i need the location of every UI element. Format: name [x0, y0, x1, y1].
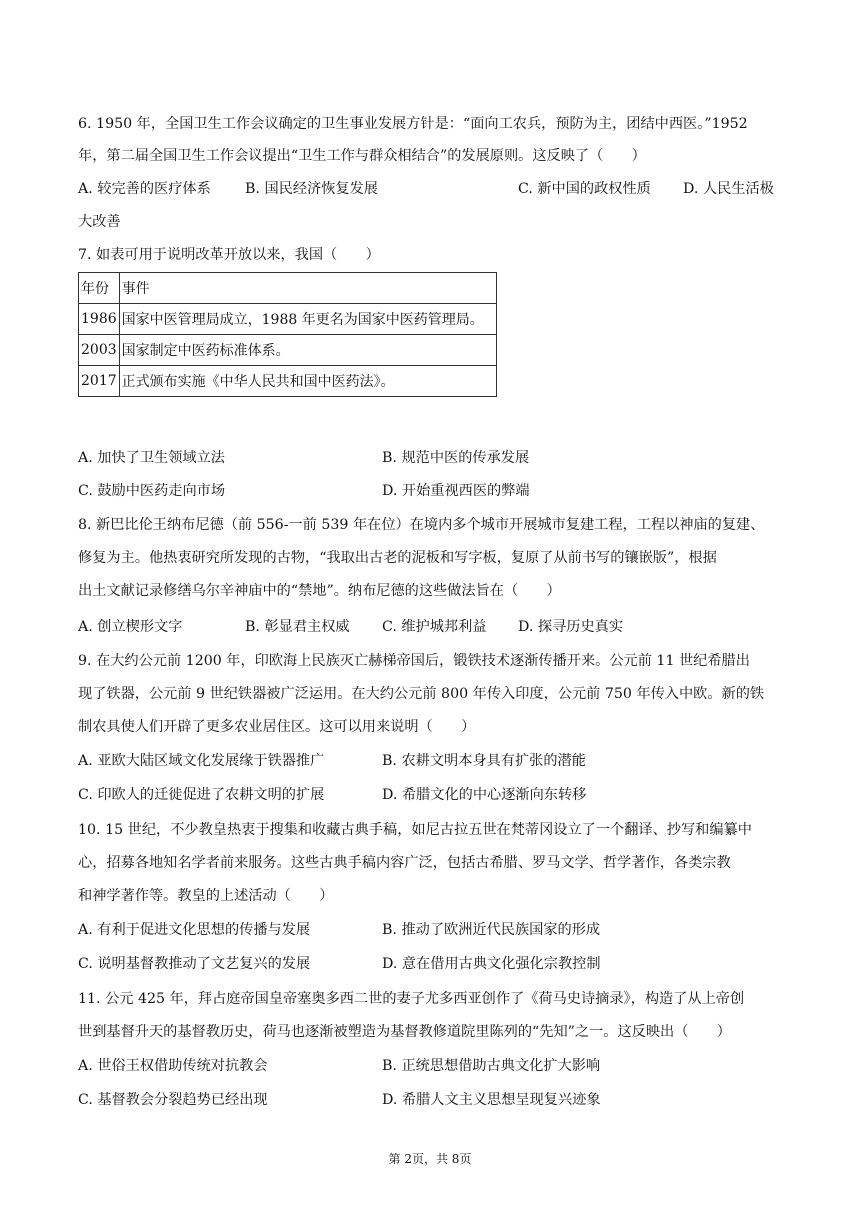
q6-stem-line2: 年，第二届全国卫生工作会议提出“卫生工作与群众相结合”的发展原则。这反映了（ ）	[78, 148, 646, 164]
table-cell-year: 2017	[79, 366, 120, 397]
q6-option-c[interactable]: C. 新中国的政权性质	[518, 181, 651, 197]
q7-stem: 7. 如表可用于说明改革开放以来，我国（ ）	[78, 247, 380, 263]
q7-events-table	[78, 272, 497, 397]
q6-option-a[interactable]: A. 较完善的医疗体系	[78, 181, 211, 197]
q11-option-b[interactable]: B. 正统思想借助古典文化扩大影响	[382, 1058, 601, 1074]
q8-option-d[interactable]: D. 探寻历史真实	[518, 619, 624, 635]
q10-stem-line2: 心，招募各地知名学者前来服务。这些古典手稿内容广泛，包括古希腊、罗马文学、哲学著作，各类宗教	[78, 855, 731, 871]
table-header-event: 事件	[119, 273, 496, 304]
q8-option-c[interactable]: C. 维护城邦利益	[382, 619, 487, 635]
q11-option-a[interactable]: A. 世俗王权借助传统对抗教会	[78, 1058, 268, 1074]
table-row	[79, 304, 497, 335]
table-row	[79, 335, 497, 366]
table-header-year: 年份	[79, 273, 120, 304]
q11-option-c[interactable]: C. 基督教会分裂趋势已经出现	[78, 1092, 268, 1108]
table-cell-year: 1986	[79, 304, 120, 335]
q10-option-b[interactable]: B. 推动了欧洲近代民族国家的形成	[382, 922, 601, 938]
q6-stem-line1: 6. 1950 年，全国卫生工作会议确定的卫生事业发展方针是：“面向工农兵，预防为主，团结中西医。”1952	[78, 116, 748, 132]
q9-stem-line2: 现了铁器，公元前 9 世纪铁器被广泛运用。在大约公元前 800 年传入印度，公元前 750 年传入中欧。新的铁	[78, 686, 765, 702]
q8-stem-line2: 修复为主。他热衷研究所发现的古物，“我取出古老的泥板和写字板，复原了从前书写的镶嵌版”，根据	[78, 550, 717, 566]
q11-stem-line1: 11. 公元 425 年，拜占庭帝国皇帝塞奥多西二世的妻子尤多西亚创作了《荷马史诗摘录》，构造了从上帝创	[78, 991, 745, 1007]
table-cell-event: 国家中医管理局成立，1988 年更名为国家中医药管理局。	[119, 304, 496, 335]
q9-option-a[interactable]: A. 亚欧大陆区域文化发展缘于铁器推广	[78, 753, 325, 769]
table-cell-event: 正式颁布实施《中华人民共和国中医药法》。	[119, 366, 496, 397]
q11-stem-line2: 世到基督升天的基督教历史，荷马也逐渐被塑造为基督教修道院里陈列的“先知”之一。这反映出（ ）	[78, 1024, 731, 1040]
q6-option-b[interactable]: B. 国民经济恢复发展	[245, 181, 378, 197]
q8-stem-line3: 出土文献记录修缮乌尔辛神庙中的“禁地”。纳布尼德的这些做法旨在（ ）	[78, 583, 561, 599]
q8-option-a[interactable]: A. 创立楔形文字	[78, 619, 183, 635]
q7-option-a[interactable]: A. 加快了卫生领域立法	[78, 450, 225, 466]
q9-stem-line1: 9. 在大约公元前 1200 年，印欧海上民族灭亡赫梯帝国后，锻铁技术逐渐传播开来。公元前 11 世纪希腊出	[78, 653, 750, 669]
q10-stem-line1: 10. 15 世纪，不少教皇热衷于搜集和收藏古典手稿，如尼古拉五世在梵蒂冈设立了一个翻译、抄写和编纂中	[78, 822, 752, 838]
q6-option-d[interactable]: D. 人民生活极	[683, 181, 774, 197]
q10-option-c[interactable]: C. 说明基督教推动了文艺复兴的发展	[78, 956, 311, 972]
q10-option-d[interactable]: D. 意在借用古典文化强化宗教控制	[382, 956, 601, 972]
q10-option-a[interactable]: A. 有利于促进文化思想的传播与发展	[78, 922, 311, 938]
q8-option-b[interactable]: B. 彰显君主权威	[245, 619, 350, 635]
page-number-footer: 第 2页，共 8页	[388, 1152, 472, 1166]
table-row	[79, 366, 497, 397]
table-cell-year: 2003	[79, 335, 120, 366]
q9-option-b[interactable]: B. 农耕文明本身具有扩张的潜能	[382, 753, 586, 769]
q7-option-c[interactable]: C. 鼓励中医药走向市场	[78, 483, 226, 499]
q7-option-d[interactable]: D. 开始重视西医的弊端	[382, 483, 530, 499]
q9-option-c[interactable]: C. 印欧人的迁徙促进了农耕文明的扩展	[78, 787, 325, 803]
q8-stem-line1: 8. 新巴比伦王纳布尼德（前 556-一前 539 年在位）在境内多个城市开展城市复建工程，工程以神庙的复建、	[78, 517, 765, 533]
q9-stem-line3: 制农具使人们开辟了更多农业居住区。这可以用来说明（ ）	[78, 719, 476, 735]
table-cell-event: 国家制定中医药标准体系。	[119, 335, 496, 366]
table-header-row	[79, 273, 497, 304]
q9-option-d[interactable]: D. 希腊文化的中心逐渐向东转移	[382, 787, 587, 803]
q10-stem-line3: 和神学著作等。教皇的上述活动（ ）	[78, 888, 334, 904]
q11-option-d[interactable]: D. 希腊人文主义思想呈现复兴迹象	[382, 1092, 601, 1108]
q7-option-b[interactable]: B. 规范中医的传承发展	[382, 450, 530, 466]
q6-option-d-cont: 大改善	[78, 214, 121, 230]
